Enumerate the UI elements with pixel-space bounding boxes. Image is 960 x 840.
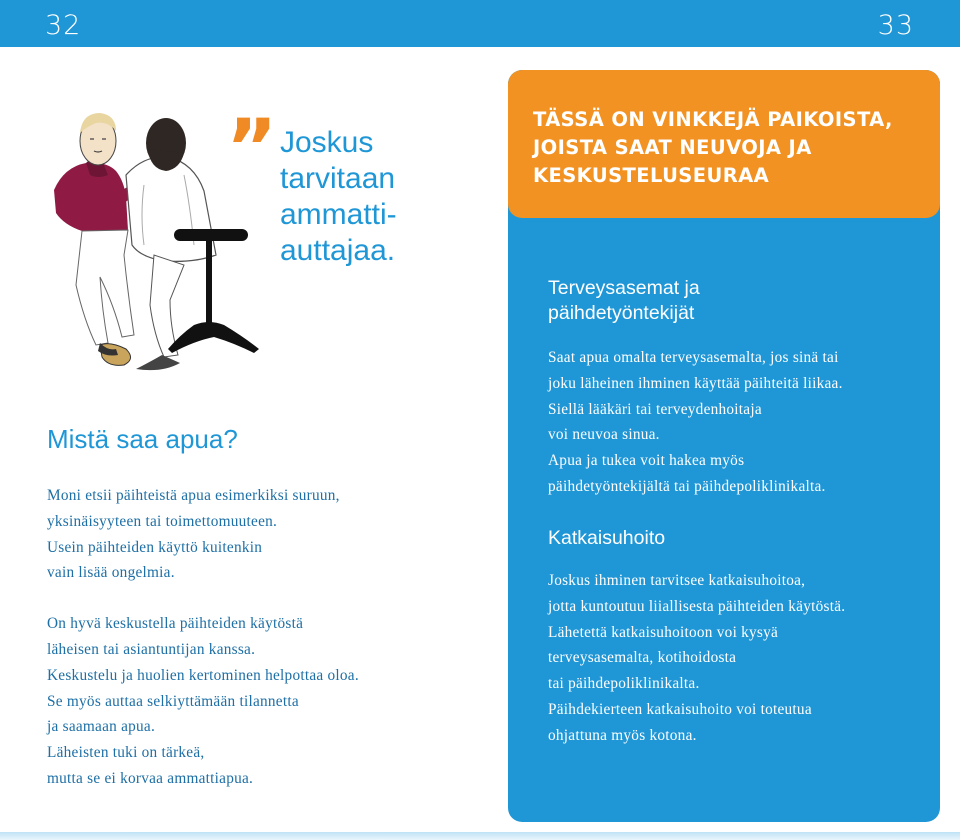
- body-line: Keskustelu ja huolien kertominen helpottaa oloa.: [47, 666, 359, 684]
- pull-quote-line: auttajaa.: [280, 234, 396, 267]
- tips-panel: [508, 70, 940, 822]
- body-line: Se myös auttaa selkiyttämään tilannetta: [47, 692, 299, 710]
- body-line: voi neuvoa sinua.: [548, 426, 660, 444]
- body-line: Joskus ihminen tarvitsee katkaisuhoitoa,: [548, 572, 806, 589]
- quote-mark-icon: ”: [226, 104, 278, 194]
- body-line: Läheisten tuki on tärkeä,: [47, 744, 205, 762]
- paragraph-gap: [47, 586, 447, 611]
- section-heading-line: päihdetyöntekijät: [548, 302, 695, 324]
- pull-quote-line: ammatti-: [280, 198, 397, 231]
- section-body-detox: [548, 568, 933, 749]
- section-heading-detox: [548, 526, 665, 551]
- body-line: Apua ja tukea voit hakea myös: [548, 452, 745, 470]
- left-body-text: [47, 483, 447, 792]
- body-line: joku läheinen ihminen käyttää päihteitä liikaa.: [548, 374, 843, 392]
- page-footer-bar: [0, 832, 960, 840]
- body-line: terveysasemalta, kotihoidosta: [548, 649, 737, 667]
- body-line: On hyvä keskustella päihteiden käytöstä: [47, 615, 304, 633]
- title-line: JOISTA SAAT NEUVOJA JA: [533, 136, 812, 159]
- body-line: yksinäisyyteen tai toimettomuuteen.: [47, 512, 278, 530]
- section-heading-line: Terveysasemat ja: [548, 277, 700, 299]
- right-page-number: 33: [877, 10, 914, 41]
- body-line: ja saamaan apua.: [47, 718, 156, 736]
- section-heading-line: Katkaisuhoito: [548, 527, 666, 549]
- body-line: päihdetyöntekijältä tai päihdepoliklinikalta.: [548, 477, 826, 495]
- body-line: Usein päihteiden käyttö kuitenkin: [47, 538, 263, 556]
- body-line: läheisen tai asiantuntijan kanssa.: [47, 640, 256, 658]
- section-body-health-centers: [548, 345, 933, 500]
- tips-panel-title: [533, 106, 893, 190]
- left-page-number: 32: [45, 10, 82, 41]
- tips-panel-header: [508, 70, 940, 218]
- title-line: KESKUSTELUSEURAA: [533, 164, 770, 187]
- body-line: ohjattuna myös kotona.: [548, 726, 697, 744]
- body-line: vain lisää ongelmia.: [47, 564, 175, 582]
- title-line: TÄSSÄ ON VINKKEJÄ PAIKOISTA,: [533, 108, 893, 131]
- pull-quote-line: Joskus: [280, 126, 374, 159]
- body-line: mutta se ei korvaa ammattiapua.: [47, 769, 254, 787]
- section-heading-health-centers: [548, 276, 700, 326]
- pull-quote: [280, 125, 480, 269]
- body-line: Lähetettä katkaisuhoitoon voi kysyä: [548, 623, 779, 641]
- body-line: jotta kuntoutuu liiallisesta päihteiden käytöstä.: [548, 597, 846, 615]
- pull-quote-line: tarvitaan: [280, 162, 396, 195]
- body-line: Siellä lääkäri tai terveydenhoitaja: [548, 400, 762, 418]
- left-heading: Mistä saa apua?: [47, 424, 238, 454]
- body-line: Päihdekierteen katkaisuhoito voi toteutua: [548, 700, 812, 718]
- body-line: Moni etsii päihteistä apua esimerkiksi suruun,: [47, 487, 340, 504]
- body-line: tai päihdepoliklinikalta.: [548, 675, 700, 693]
- page-header-bar: [0, 0, 960, 47]
- client-figure: [54, 113, 144, 365]
- body-line: Saat apua omalta terveysasemalta, jos sinä tai: [548, 349, 839, 366]
